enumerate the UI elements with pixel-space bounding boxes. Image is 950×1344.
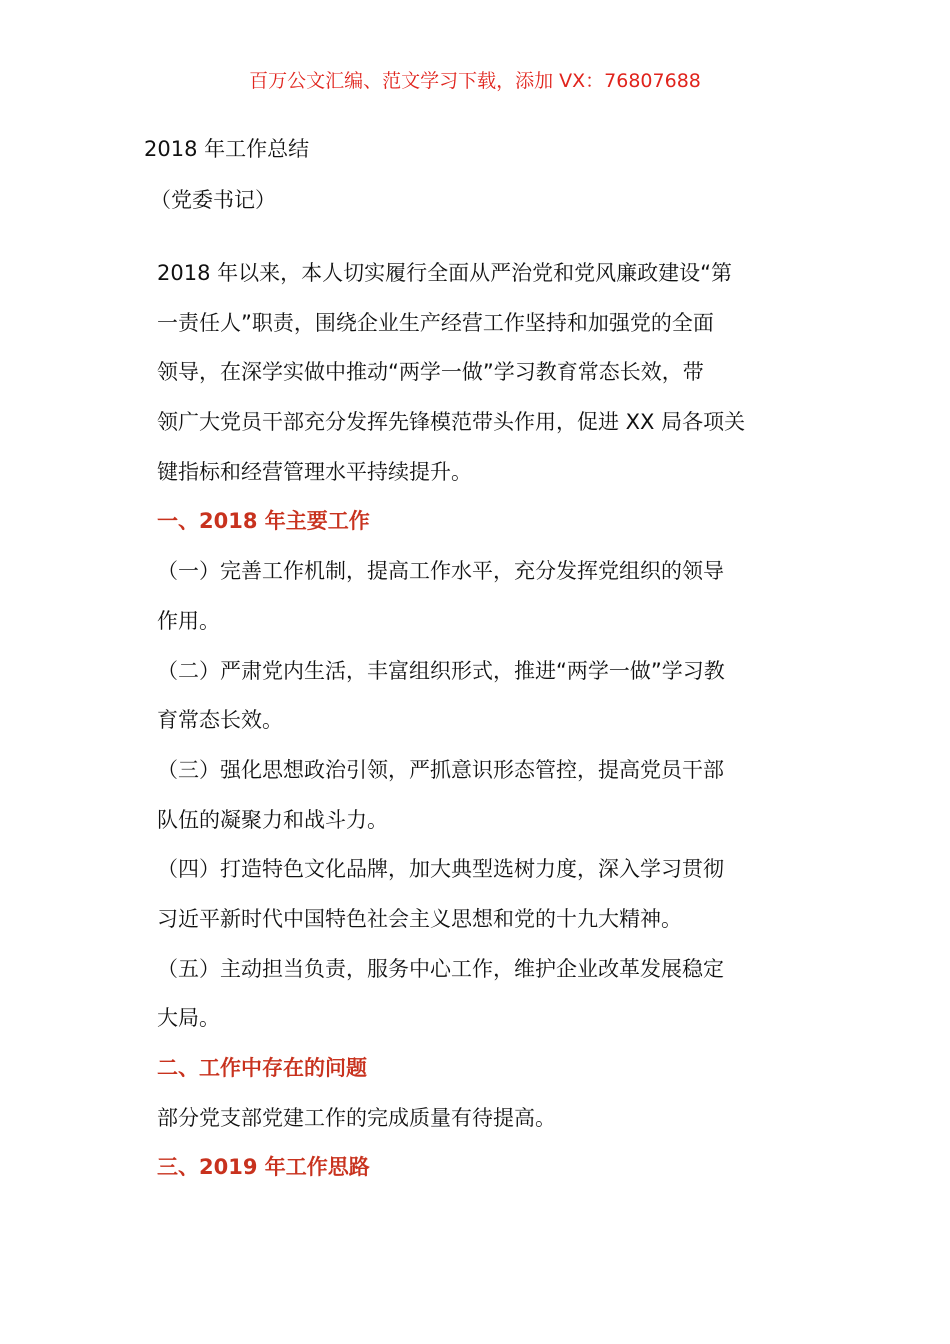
section-heading-3: 三、2019 年工作思路 — [157, 1155, 370, 1180]
section1-line: （一）完善工作机制，提高工作水平，充分发挥党组织的领导 — [157, 559, 724, 584]
section1-line: （五）主动担当负责，服务中心工作，维护企业改革发展稳定 — [157, 956, 724, 981]
section1-line: 作用。 — [157, 608, 220, 633]
document-body — [157, 248, 817, 1192]
section-heading-2: 二、工作中存在的问题 — [157, 1056, 367, 1080]
intro-line: 领广大党员干部充分发挥先锋模范带头作用，促进 XX 局各项关 — [157, 410, 746, 435]
watermark-banner: 百万公文汇编、范文学习下载，添加 VX：76807688 — [249, 70, 701, 92]
document-title: 2018 年工作总结 — [144, 137, 310, 161]
intro-line: 一责任人”职责，围绕企业生产经营工作坚持和加强党的全面 — [157, 310, 714, 335]
section1-line: （三）强化思想政治引领，严抓意识形态管控，提高党员干部 — [157, 757, 724, 782]
section1-line: （四）打造特色文化品牌，加大典型选树力度，深入学习贯彻 — [157, 857, 724, 882]
section1-line: 育常态长效。 — [157, 708, 283, 733]
intro-line: 2018 年以来，本人切实履行全面从严治党和党风廉政建设“第 — [157, 261, 732, 285]
section1-line: 队伍的凝聚力和战斗力。 — [157, 807, 388, 832]
section-heading-1: 一、2018 年主要工作 — [157, 509, 370, 534]
section1-line: 习近平新时代中国特色社会主义思想和党的十九大精神。 — [157, 906, 682, 931]
section2-line: 部分党支部党建工作的完成质量有待提高。 — [157, 1105, 556, 1130]
section1-line: （二）严肃党内生活，丰富组织形式，推进“两学一做”学习教 — [157, 658, 725, 683]
intro-line: 领导，在深学实做中推动“两学一做”学习教育常态长效，带 — [157, 360, 704, 385]
intro-line: 键指标和经营管理水平持续提升。 — [157, 459, 472, 484]
document-subtitle: （党委书记） — [150, 188, 276, 212]
section1-line: 大局。 — [157, 1006, 220, 1031]
